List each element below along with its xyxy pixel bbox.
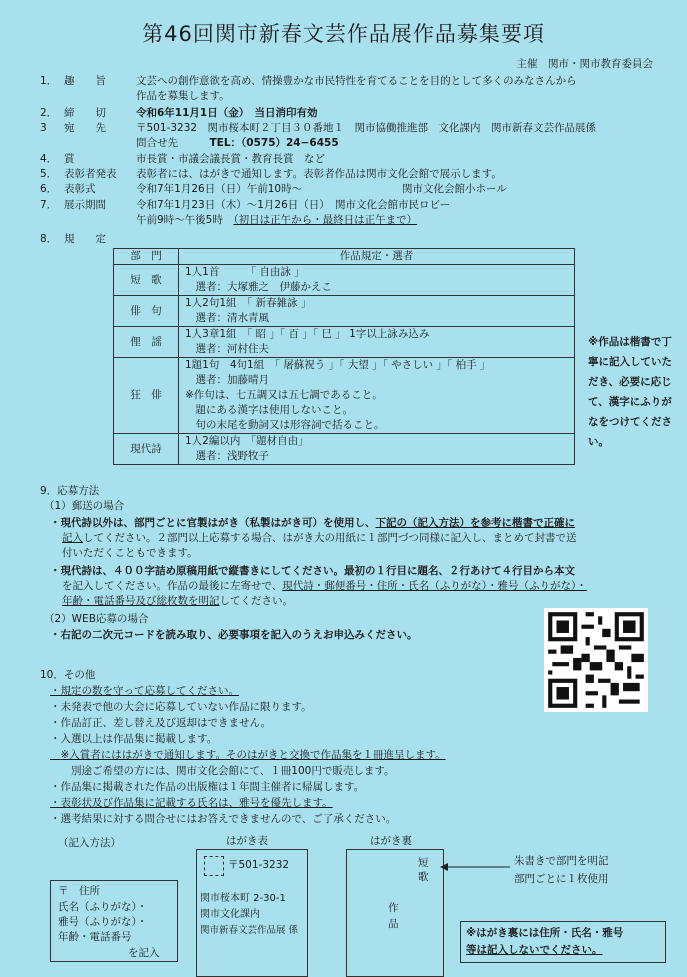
sender-line1: 氏名（ふりがな）・ xyxy=(58,901,148,913)
rule-tanka: 1人1首 「 自由詠 」 選者：大塚雅之 伊藤かえこ xyxy=(179,265,575,296)
category-riyo: 俚 謡 xyxy=(114,327,179,358)
front-postal: 〒501-3232 xyxy=(228,859,290,871)
front-address2: 関市文化課内 xyxy=(200,909,260,920)
table-row xyxy=(114,327,575,358)
section-exhibition: 7． 展示期間 令和7年1月23日（木）〜1月26日（日） 関市文化会館市民ロビー xyxy=(40,199,451,211)
section-address: 3 宛 先 〒501-3232 関市桜本町２丁目３０番地１ 関市協働推進部 文化課内 関市新春文芸作品展係 xyxy=(40,122,597,134)
other-item: ・作品訂正、差し替え及び返却はできません。 xyxy=(50,717,272,729)
section-deadline: 2． 締 切 令和6年11月1日（金） 当日消印有効 xyxy=(40,107,318,119)
warning-line2: 等は記入しないでください。 xyxy=(466,944,603,956)
sender-line4: を記入 xyxy=(128,947,160,959)
postal-para2-l1: ・現代詩は、４００字詰め原稿用紙で縦書きにしてください。最初の１行目に題名、２行あけて４行目から本文 xyxy=(50,565,575,577)
other-item: ※入賞者にははがきで通知します。そのはがきと交換で作品集を１冊進呈します。 xyxy=(50,749,446,761)
rule-riyo: 1人3章1組 「 昭 」「 百 」「 巳 」 1字以上詠み込み 選者：河村住夫 xyxy=(179,327,575,358)
postal-para2-l3: 年齢・電話番号及び総枚数を明記してください。 xyxy=(62,595,293,607)
other-item: ・未発表で他の大会に応募していない作品に限ります。 xyxy=(50,701,312,713)
web-heading: （2）WEB応募の場合 xyxy=(44,613,149,625)
ceremony-place: 関市文化会館小ホール xyxy=(402,183,507,195)
note-category: 朱書きで部門を明記 xyxy=(514,855,609,867)
section-other: 10．その他 xyxy=(40,669,96,681)
section-announcement: 5． 表彰者発表 表彰者には、はがきで通知します。表彰者作品は関市文化会館で展示します。 xyxy=(40,168,502,180)
exhibition-hours: 午前9時〜午後5時 （初日は正午から・最終日は正午まで） xyxy=(136,214,418,226)
postal-heading: （1）郵送の場合 xyxy=(44,500,125,512)
rules-table xyxy=(113,248,575,465)
other-item: ・作品集に掲載された作品の出版権は１年間主催者に帰属します。 xyxy=(50,781,365,793)
other-item: 別途ご希望の方には、関市文化会館にて、１冊100円で販売します。 xyxy=(50,765,395,777)
section-ceremony: 6． 表彰式 令和7年1月26日（日）午前10時〜 xyxy=(40,183,303,195)
header-rule: 作品規定・選者 xyxy=(179,249,575,265)
back-work: 作品 xyxy=(388,902,399,930)
rule-modern-poetry: 1人2編以内 「題材自由」 選者：浅野牧子 xyxy=(179,434,575,465)
back-category: 短歌 xyxy=(418,857,429,883)
sender-postal: 〒 住所 xyxy=(58,885,100,897)
table-row xyxy=(114,265,575,296)
section-rules: 8． 規 定 xyxy=(40,233,106,245)
table-row xyxy=(114,434,575,465)
rule-kyohai: 1題1句 4句1組 「 屠蘇祝う 」「 大望 」「 やさしい 」「 柏手 」 選者：加藤晴月 ※作句は、七五調又は五七調であること。 題にある漢字は使用しないこと。 句の末尾を動詞又は形容詞で括ること。 xyxy=(179,358,575,434)
category-tanka: 短 歌 xyxy=(114,265,179,296)
form-heading: （記入方法） xyxy=(58,837,121,849)
table-row xyxy=(114,358,575,434)
rule-haiku: 1人2句1組 「 新春雑詠 」 選者：清水青風 xyxy=(179,296,575,327)
sponsor: 主催 関市・関市教育委員会 xyxy=(516,58,653,70)
front-address1: 関市桜本町 2-30-1 xyxy=(200,893,286,904)
back-label: はがき裏 xyxy=(370,835,412,847)
web-para: ・右記の二次元コードを読み取り、必要事項を記入のうえお申込みください。 xyxy=(50,629,418,641)
table-row xyxy=(114,296,575,327)
section-purpose: 1． 趣 旨 文芸への創作意欲を高め、情操豊かな市民特性を育てることを目的として多くのみなさんから xyxy=(40,75,577,87)
warning-line1: ※はがき裏には住所・氏名・雅号 xyxy=(466,927,624,939)
page-title: 第46回関市新春文芸作品展作品募集要項 xyxy=(142,22,545,46)
arrow-left-icon xyxy=(440,862,510,872)
postal-para1-l3: 付いただくこともできます。 xyxy=(62,547,198,559)
rules-header-row xyxy=(114,249,575,265)
front-address3: 関市新春文芸作品展 係 xyxy=(200,925,299,936)
side-note: ※作品は楷書で丁寧に記入していただき、必要に応じて、漢字にふりがなをつけてください。 xyxy=(588,336,672,448)
section-application: 9．応募方法 xyxy=(40,485,100,497)
stamp-area xyxy=(204,856,224,876)
postal-para1-l2: 記入してください。２部門以上応募する場合、はがき大の用紙に１部門づつ同様に記入し、まとめて封書で送 xyxy=(62,532,577,544)
section-awards: 4． 賞 市長賞・市議会議長賞・教育長賞 など xyxy=(40,153,325,165)
other-item: ・表彰状及び作品集に記載する氏名は、雅号を優先します。 xyxy=(50,797,333,809)
category-haiku: 俳 句 xyxy=(114,296,179,327)
sender-line3: 年齢・電話番号 xyxy=(58,931,132,943)
other-item: ・規定の数を守って応募してください。 xyxy=(50,685,239,697)
section-contact: 問合せ先 TEL：（0575）24−6455 xyxy=(136,137,339,149)
other-item: ・選考結果に対する問合せにはお答えできませんので、ご了承ください。 xyxy=(50,813,397,825)
qr-code[interactable] xyxy=(544,608,648,712)
section-purpose-cont: 作品を募集します。 xyxy=(136,90,230,102)
category-kyohai: 狂 俳 xyxy=(114,358,179,434)
sender-line2: 雅号（ふりがな）・ xyxy=(58,916,148,928)
header-category: 部 門 xyxy=(114,249,179,265)
postal-para2-l2: を記入してください。作品の最後に左寄せで、現代詩・郵便番号・住所・氏名（ふりがな）・雅号（ふりがな）・ xyxy=(62,580,587,592)
category-modern-poetry: 現代詩 xyxy=(114,434,179,465)
postal-para1-l1: ・現代詩以外は、部門ごとに官製はがき（私製はがき可）を使用し、下記の（記入方法）を参考に楷書で正確に xyxy=(50,517,575,529)
front-label: はがき表 xyxy=(226,835,268,847)
note-per-card: 部門ごとに１枚使用 xyxy=(514,873,609,885)
other-item: ・入選以上は作品集に掲載します。 xyxy=(50,733,218,745)
